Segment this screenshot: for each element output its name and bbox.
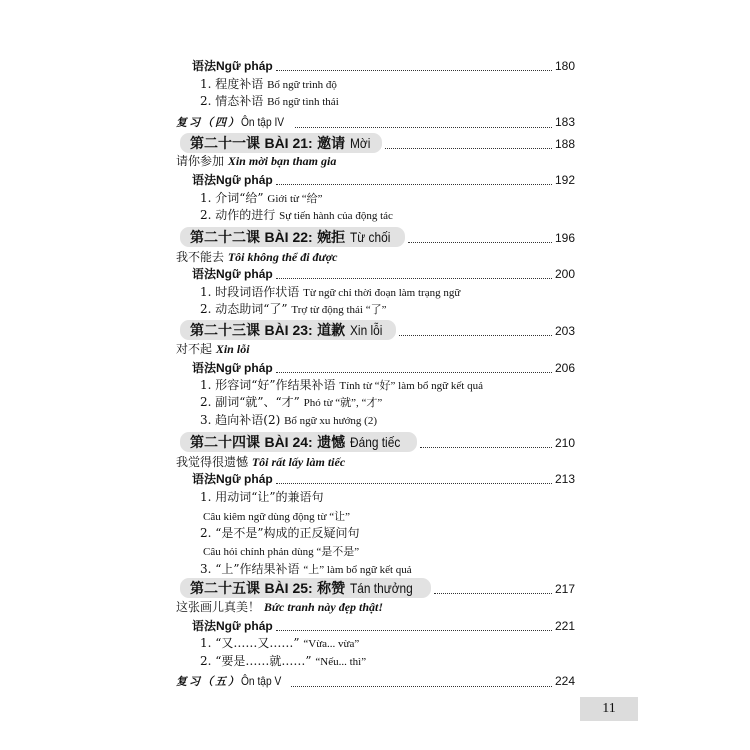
- dot-leader: [276, 69, 552, 71]
- page-ref: 200: [554, 267, 575, 281]
- page-ref: 213: [554, 472, 575, 486]
- grammar-vi: Ngữ pháp: [216, 472, 273, 486]
- dot-leader: [434, 592, 552, 594]
- lesson-title-zh: 称赞: [317, 581, 346, 597]
- item-zh: 2. 副词“就”、“才”: [200, 395, 300, 409]
- item-vi: “Nếu... thì”: [315, 656, 367, 668]
- subtitle-vi: Tôi không thể đi được: [227, 250, 338, 264]
- grammar-zh: 语法: [192, 267, 217, 281]
- dot-leader: [276, 629, 552, 631]
- lesson-zh: 第二十四课: [190, 435, 260, 451]
- page-ref: 188: [554, 137, 575, 151]
- toc-subtitle: [0, 152, 750, 170]
- item-vi: “Vừa... vừa”: [303, 638, 360, 650]
- lesson-pill: [180, 432, 417, 452]
- dot-leader: [420, 446, 552, 448]
- lesson-title-vi: Mời: [349, 135, 370, 151]
- toc-item: [0, 393, 750, 411]
- lesson-number: BÀI 21:: [264, 135, 313, 151]
- item-zh: 2. 动态助词“了”: [200, 302, 288, 316]
- item-zh: 1. “又……又……”: [200, 636, 300, 650]
- toc-item: [0, 652, 750, 670]
- toc-item: [0, 524, 750, 542]
- page-ref: 180: [554, 59, 575, 73]
- subtitle-zh: 我不能去: [176, 250, 225, 264]
- grammar-vi: Ngữ pháp: [216, 267, 273, 281]
- item-vi: Bổ ngữ tình thái: [267, 96, 339, 108]
- toc-item: [0, 488, 750, 506]
- page-ref: 217: [554, 582, 575, 596]
- page-ref: 206: [554, 361, 575, 375]
- subtitle-zh: 对不起: [176, 342, 213, 356]
- dot-leader: [291, 685, 552, 687]
- lesson-title-vi: Từ chối: [349, 229, 390, 245]
- grammar-vi: Ngữ pháp: [216, 619, 273, 633]
- page-ref: 221: [554, 619, 575, 633]
- item-zh: 2. 情态补语: [200, 94, 264, 108]
- lesson-title-zh: 遗憾: [317, 435, 346, 451]
- grammar-zh: 语法: [192, 361, 217, 375]
- note-vi: Câu hỏi chính phản dùng “是不是”: [203, 546, 360, 558]
- toc-lesson[interactable]: [0, 227, 750, 245]
- toc-item: [0, 411, 750, 429]
- toc-grammar[interactable]: [0, 57, 750, 75]
- toc-item: [0, 560, 750, 578]
- lesson-number: BÀI 22:: [264, 229, 313, 245]
- dot-leader: [276, 183, 552, 185]
- dot-leader: [276, 482, 552, 484]
- item-vi: Phó từ “就”, “才”: [303, 397, 383, 409]
- item-zh: 1. 时段词语作状语: [200, 285, 300, 299]
- subtitle-vi: Xin mời bạn tham gia: [227, 154, 337, 168]
- dot-leader: [385, 147, 552, 149]
- grammar-zh: 语法: [192, 173, 217, 187]
- dot-leader: [408, 241, 552, 243]
- grammar-zh: 语法: [192, 59, 217, 73]
- grammar-vi: Ngữ pháp: [216, 361, 273, 375]
- lesson-number: BÀI 24:: [264, 434, 313, 450]
- lesson-pill: [180, 578, 431, 598]
- toc-note: [0, 542, 750, 560]
- toc-subtitle: [0, 598, 750, 616]
- item-zh: 2. “要是……就……”: [200, 654, 312, 668]
- subtitle-vi: Bức tranh này đẹp thật!: [263, 600, 384, 614]
- toc-grammar[interactable]: [0, 359, 750, 377]
- review-zh: 复习（五）: [176, 675, 241, 688]
- item-vi: Tính từ “好” làm bổ ngữ kết quả: [339, 380, 483, 392]
- toc-note: [0, 507, 750, 525]
- review-zh: 复习（四）: [176, 116, 241, 129]
- lesson-pill: [180, 320, 396, 340]
- lesson-title-zh: 婉拒: [317, 230, 346, 246]
- dot-leader: [295, 126, 552, 128]
- toc-lesson[interactable]: [0, 320, 750, 338]
- toc-item: [0, 634, 750, 652]
- grammar-vi: Ngữ pháp: [216, 173, 273, 187]
- toc-subtitle: [0, 340, 750, 358]
- subtitle-zh: 请你参加: [176, 154, 225, 168]
- page-number: 11: [580, 697, 638, 721]
- lesson-title-zh: 邀请: [317, 136, 346, 152]
- item-vi: Bổ ngữ xu hướng (2): [284, 415, 377, 427]
- lesson-pill: [180, 227, 405, 247]
- item-zh: 3. “上”作结果补语: [200, 562, 300, 576]
- toc-grammar[interactable]: [0, 617, 750, 635]
- lesson-zh: 第二十五课: [190, 581, 260, 597]
- item-zh: 1. 形容词“好”作结果补语: [200, 378, 336, 392]
- toc-item: [0, 75, 750, 93]
- toc-subtitle: [0, 453, 750, 471]
- item-zh: 1. 介词“给”: [200, 191, 264, 205]
- grammar-zh: 语法: [192, 619, 217, 633]
- toc-item: [0, 189, 750, 207]
- toc-subtitle: [0, 248, 750, 266]
- page-ref: 196: [554, 231, 575, 245]
- item-zh: 2. 动作的进行: [200, 208, 276, 222]
- page-ref: 224: [554, 674, 575, 688]
- dot-leader: [276, 371, 552, 373]
- dot-leader: [399, 334, 552, 336]
- lesson-number: BÀI 23:: [264, 322, 313, 338]
- page-ref: 183: [554, 115, 575, 129]
- lesson-zh: 第二十一课: [190, 136, 260, 152]
- page-ref: 192: [554, 173, 575, 187]
- toc-review[interactable]: [0, 113, 750, 131]
- subtitle-vi: Xin lỗi: [215, 342, 250, 356]
- page-ref: 203: [554, 324, 575, 338]
- item-vi: Từ ngữ chỉ thời đoạn làm trạng ngữ: [303, 287, 461, 299]
- toc-item: [0, 283, 750, 301]
- toc-lesson[interactable]: [0, 133, 750, 151]
- item-vi: Bổ ngữ trình độ: [267, 79, 337, 91]
- lesson-title-vi: Đáng tiếc: [349, 434, 400, 450]
- lesson-title-vi: Tán thưởng: [349, 580, 413, 596]
- toc-grammar[interactable]: [0, 171, 750, 189]
- item-vi: Trợ từ động thái “了”: [291, 304, 387, 316]
- item-zh: 2. “是不是”构成的正反疑问句: [200, 526, 360, 540]
- lesson-title-vi: Xin lỗi: [349, 322, 383, 338]
- toc-lesson[interactable]: [0, 578, 750, 596]
- toc-grammar[interactable]: [0, 265, 750, 283]
- lesson-zh: 第二十二课: [190, 230, 260, 246]
- grammar-zh: 语法: [192, 472, 217, 486]
- review-vi: Ôn tập IV: [241, 115, 285, 129]
- item-vi: “上” làm bổ ngữ kết quả: [303, 564, 412, 576]
- lesson-number: BÀI 25:: [264, 580, 313, 596]
- subtitle-zh: 这张画儿真美！: [176, 600, 261, 614]
- toc-item: [0, 92, 750, 110]
- item-zh: 1. 程度补语: [200, 77, 264, 91]
- toc-review[interactable]: [0, 672, 750, 690]
- page-ref: 210: [554, 436, 575, 450]
- toc-item: [0, 206, 750, 224]
- item-vi: Sự tiến hành của động tác: [279, 210, 393, 222]
- item-zh: 3. 趋向补语(2): [200, 413, 281, 427]
- lesson-pill: [180, 133, 382, 153]
- toc-item: [0, 300, 750, 318]
- item-vi: Giới từ “给”: [267, 193, 323, 205]
- grammar-vi: Ngữ pháp: [216, 59, 273, 73]
- note-vi: Câu kiêm ngữ dùng động từ “让”: [203, 511, 350, 523]
- lesson-zh: 第二十三课: [190, 323, 260, 339]
- item-zh: 1. 用动词“让”的兼语句: [200, 490, 324, 504]
- dot-leader: [276, 277, 552, 279]
- subtitle-zh: 我觉得很遗憾: [176, 455, 249, 469]
- toc-grammar[interactable]: [0, 470, 750, 488]
- subtitle-vi: Tôi rất lấy làm tiếc: [251, 455, 346, 469]
- toc-lesson[interactable]: [0, 432, 750, 450]
- lesson-title-zh: 道歉: [317, 323, 346, 339]
- toc-item: [0, 376, 750, 394]
- review-vi: Ôn tập V: [241, 674, 282, 688]
